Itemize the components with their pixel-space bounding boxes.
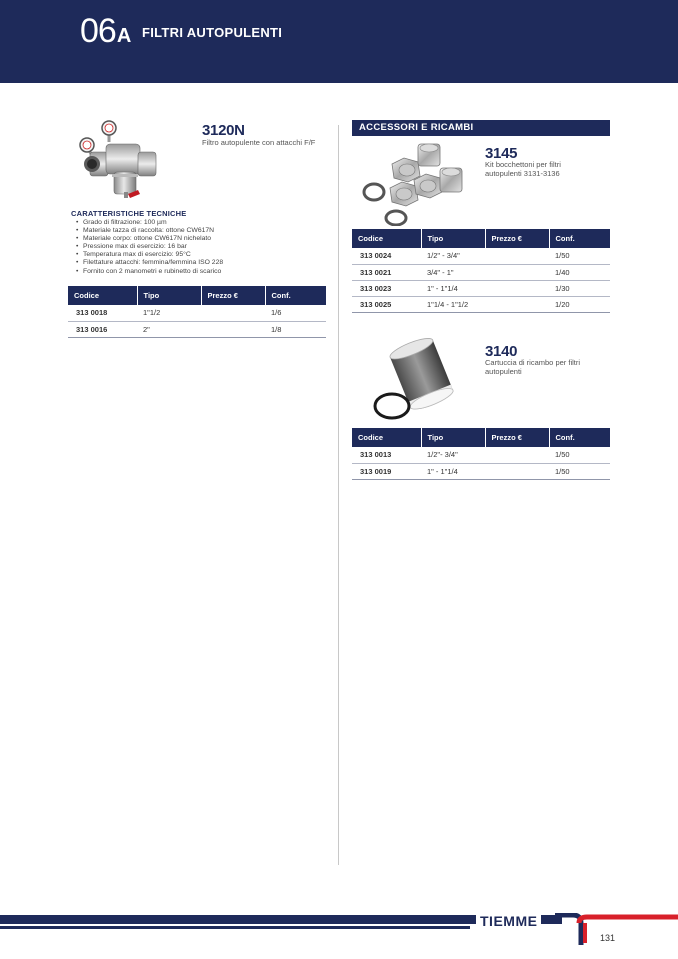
cell-conf: 1/8 — [265, 321, 326, 337]
cell-tipo: 1" - 1"1/4 — [421, 280, 485, 296]
cell-conf: 1/50 — [549, 463, 610, 479]
cell-codice: 313 0021 — [352, 264, 421, 280]
cell-codice: 313 0025 — [352, 296, 421, 312]
cell-conf: 1/50 — [549, 248, 610, 264]
cell-tipo: 1/2"- 3/4" — [421, 447, 485, 463]
price-table-3140 — [352, 428, 610, 480]
col-header-codice: Codice — [352, 229, 421, 248]
cell-tipo: 1"1/2 — [137, 305, 201, 321]
section-title: FILTRI AUTOPULENTI — [142, 25, 283, 40]
table-row — [352, 280, 610, 296]
column-divider — [338, 125, 339, 865]
spec-item: • Materiale tazza di raccolta: ottone CW617N — [76, 227, 223, 235]
page-header — [0, 0, 678, 83]
col-header-conf: Conf. — [549, 229, 610, 248]
col-header-tipo: Tipo — [421, 229, 485, 248]
footer-accent-icon — [555, 913, 678, 947]
table-header-row — [352, 428, 610, 447]
spec-item: • Fornito con 2 manometri e rubinetto di scarico — [76, 268, 223, 276]
col-header-tipo: Tipo — [137, 286, 201, 305]
table-row — [352, 264, 610, 280]
cell-prezzo — [485, 280, 549, 296]
spec-item: • Materiale corpo: ottone CW617N nichelato — [76, 235, 223, 243]
table-row — [352, 248, 610, 264]
section-number: 06A — [80, 12, 131, 50]
specs-list — [76, 219, 223, 276]
product-code-3145: 3145 — [485, 145, 518, 162]
cell-conf: 1/50 — [549, 447, 610, 463]
fitting-kit-3145-image — [360, 140, 470, 226]
cell-prezzo — [485, 447, 549, 463]
product-description-3120n: Filtro autopulente con attacchi F/F — [202, 138, 316, 147]
col-header-codice: Codice — [352, 428, 421, 447]
col-header-conf: Conf. — [265, 286, 326, 305]
cell-codice: 313 0024 — [352, 248, 421, 264]
cell-prezzo — [201, 305, 265, 321]
price-table-3145 — [352, 229, 610, 313]
accessories-band: ACCESSORI E RICAMBI — [352, 120, 610, 136]
cell-codice: 313 0023 — [352, 280, 421, 296]
table-header-row — [352, 229, 610, 248]
specs-title: CARATTERISTICHE TECNICHE — [71, 209, 187, 218]
product-code-3140: 3140 — [485, 343, 518, 360]
cell-tipo: 1" - 1"1/4 — [421, 463, 485, 479]
spec-item: • Pressione max di esercizio: 16 bar — [76, 243, 223, 251]
cell-codice: 313 0016 — [68, 321, 137, 337]
cell-codice: 313 0019 — [352, 463, 421, 479]
product-code-3120n: 3120N — [202, 122, 245, 139]
cell-codice: 313 0018 — [68, 305, 137, 321]
cell-conf: 1/6 — [265, 305, 326, 321]
cell-tipo: 3/4" - 1" — [421, 264, 485, 280]
cell-prezzo — [485, 296, 549, 312]
table-header-row — [68, 286, 326, 305]
product-description-3140: Cartuccia di ricambo per filtri autopulenti — [485, 358, 581, 376]
cell-prezzo — [485, 463, 549, 479]
table-row — [352, 463, 610, 479]
table-row — [352, 447, 610, 463]
col-header-prezzo: Prezzo € — [201, 286, 265, 305]
footer-bar-thin — [0, 926, 470, 929]
price-table-3120n — [68, 286, 326, 338]
table-row — [68, 305, 326, 321]
cell-conf: 1/30 — [549, 280, 610, 296]
spec-item: • Temperatura max di esercizio: 95°C — [76, 251, 223, 259]
brand-logo: TIEMME — [476, 913, 541, 929]
cell-tipo: 1/2" - 3/4" — [421, 248, 485, 264]
spec-item: • Grado di filtrazione: 100 µm — [76, 219, 223, 227]
section-suffix: A — [116, 25, 131, 47]
col-header-prezzo: Prezzo € — [485, 428, 549, 447]
cell-tipo: 2" — [137, 321, 201, 337]
cell-prezzo — [485, 248, 549, 264]
spec-item: • Filettature attacchi: femmina/femmina ISO 228 — [76, 259, 223, 267]
table-row — [68, 321, 326, 337]
cell-prezzo — [201, 321, 265, 337]
table-row — [352, 296, 610, 312]
page-number: 131 — [600, 933, 616, 943]
col-header-codice: Codice — [68, 286, 137, 305]
cell-codice: 313 0013 — [352, 447, 421, 463]
col-header-tipo: Tipo — [421, 428, 485, 447]
product-description-3145: Kit bocchettoni per filtri autopulenti 3131-3136 — [485, 160, 561, 178]
cartridge-3140-image — [368, 338, 464, 424]
filter-3120n-image — [78, 118, 190, 200]
col-header-conf: Conf. — [549, 428, 610, 447]
col-header-prezzo: Prezzo € — [485, 229, 549, 248]
cell-conf: 1/40 — [549, 264, 610, 280]
cell-prezzo — [485, 264, 549, 280]
cell-tipo: 1"1/4 - 1"1/2 — [421, 296, 485, 312]
cell-conf: 1/20 — [549, 296, 610, 312]
